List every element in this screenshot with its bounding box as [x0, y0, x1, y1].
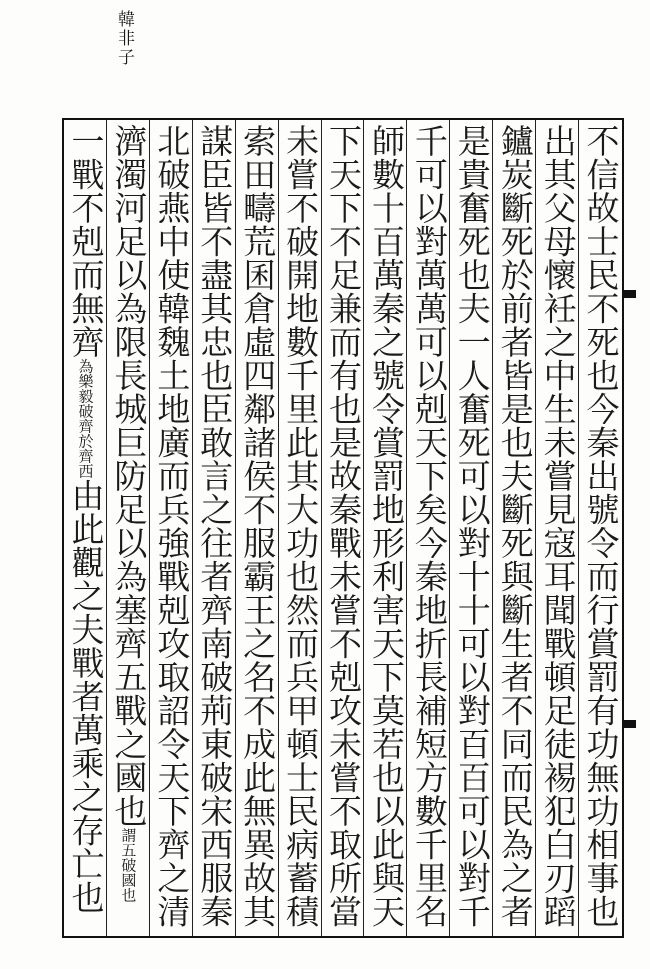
column-text: 是貴奮死也夫一人奮死可以對十十可以對百百可以對千: [452, 124, 492, 928]
column-text: 一戰不剋而無齊: [66, 124, 106, 359]
text-column: [65, 124, 105, 934]
column-text: 千可以對萬萬可以剋天下矣今秦地折長補短方數千里名: [409, 124, 449, 928]
column-rule: [406, 120, 407, 936]
column-text: 由此觀之夫戰者萬乘之存亡也: [66, 478, 106, 914]
text-column: [280, 124, 320, 934]
interlinear-note: 為樂毅破齊於齊西: [76, 358, 95, 479]
column-rule: [149, 120, 150, 936]
text-column: [538, 124, 578, 934]
column-rule: [449, 120, 450, 936]
text-column: [495, 124, 535, 934]
margin-tab: [622, 290, 636, 298]
column-rule: [106, 120, 107, 936]
text-column: [366, 124, 406, 934]
text-frame: [62, 118, 624, 938]
column-text: 北破燕中使韓魏土地廣而兵強戰剋攻取詔令天下齊之清: [152, 124, 192, 928]
column-rule: [363, 120, 364, 936]
column-rule: [278, 120, 279, 936]
text-column: [151, 124, 191, 934]
column-text: 索田疇荒囷倉虛四鄰諸侯不服霸王之名不成此無異故其: [238, 124, 278, 928]
column-rule: [321, 120, 322, 936]
column-text: 鑪炭斷死於前者皆是也夫斷死與斷生者不同而民為之者: [495, 124, 535, 928]
text-column: [108, 124, 148, 934]
text-column: [237, 124, 277, 934]
column-text: 下天下不足兼而有也是故秦戰未嘗不剋攻未嘗不取所當: [324, 124, 363, 928]
column-text: 不信故士民不死也今秦出號令而行賞罰有功無功相事也: [581, 124, 621, 928]
column-rule: [492, 120, 493, 936]
running-head: 韓非子: [114, 10, 134, 67]
interlinear-note: 謂五破國也: [119, 827, 138, 903]
column-rule: [192, 120, 193, 936]
text-column: [581, 124, 621, 934]
text-column: [452, 124, 492, 934]
text-column: [409, 124, 449, 934]
margin-tab: [622, 720, 636, 728]
column-rule: [535, 120, 536, 936]
text-column: [194, 124, 234, 934]
text-column: [323, 124, 363, 934]
column-text: 師數十百萬秦之號令賞罰地形利害天下莫若也以此與天: [366, 124, 406, 928]
column-rule: [578, 120, 579, 936]
column-text: 謀臣皆不盡其忠也臣敢言之往者齊南破荊東破宋西服秦: [195, 124, 235, 928]
column-text: 未嘗不破開地數千里此其大功也然而兵甲頓士民病蓄積: [281, 124, 321, 928]
column-text: 出其父母懷衽之中生未嘗見寇耳聞戰頓足徒裼犯白刃蹈: [538, 124, 578, 928]
column-text: 濟濁河足以為限長城巨防足以為塞齊五戰之國也: [109, 124, 149, 828]
column-rule: [235, 120, 236, 936]
